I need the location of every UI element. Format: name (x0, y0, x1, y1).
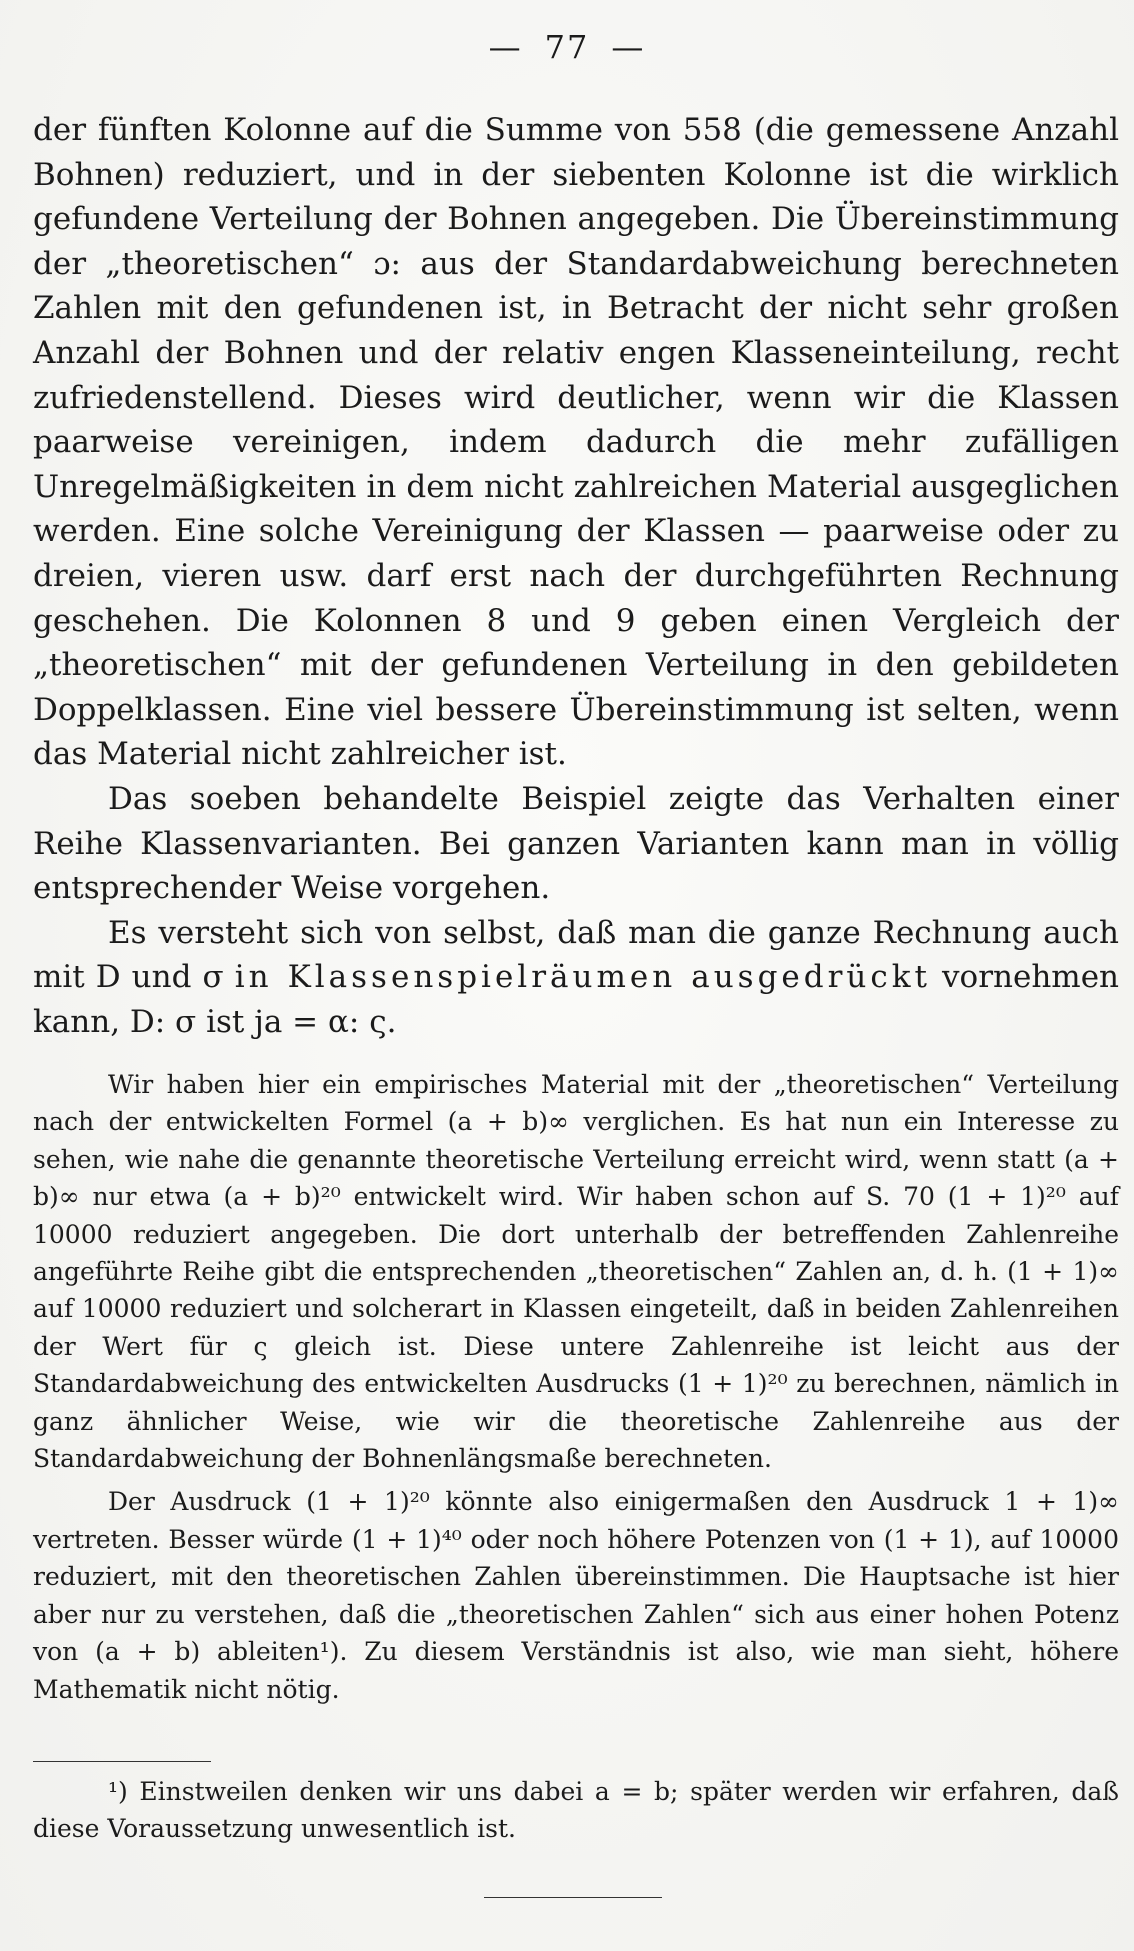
page-number-value: 77 (544, 28, 590, 66)
small-paragraph-2: Der Ausdruck (1 + 1)²⁰ könnte also einigermaßen den Ausdruck 1 + 1)∞ vertreten. Besser würde (1 + 1)⁴⁰ oder noch höhere Potenzen von (1 + 1), auf 10000 reduziert, mit den theoretischen Zahlen übereinstimmen. Die Hauptsache ist hier aber nur zu verstehen, daß die „theoretischen Zahlen“ sich aus einer hohen Potenz von (a + b) ableiten¹). Zu diesem Verständnis ist also, wie man sieht, höhere Mathematik nicht nötig. (33, 1487, 1119, 1704)
main-paragraph-3-spaced-emphasis: in Klassenspielräumen ausgedrückt (234, 959, 931, 996)
page-number-dash-right: — (611, 28, 646, 66)
footnote-text: ¹) Einstweilen denken wir uns dabei a = b; später werden wir erfahren, daß diese Voraussetzung unwesentlich ist. (33, 1777, 1119, 1844)
page-number (0, 28, 1134, 66)
main-paragraph-2: Das soeben behandelte Beispiel zeigte das Verhalten einer Reihe Klassenvarianten. Bei ganzen Varianten kann man in völlig entsprechender Weise vorgehen. (33, 780, 1119, 907)
footnote (33, 1773, 1119, 1848)
footnote-separator (33, 1761, 211, 1762)
small-print-section (33, 1066, 1119, 1708)
main-body-text (33, 108, 1119, 1044)
main-paragraph-3-end: vornehmen kann, D: σ ist ja = α: ς. (33, 959, 1120, 1040)
main-paragraph-3 (33, 911, 1119, 1045)
page-number-dash-left: — (488, 28, 523, 66)
end-of-page-rule (484, 1897, 662, 1898)
main-paragraph-3-start: Es versteht sich von selbst, daß man die ganze Rechnung auch mit D und σ (33, 914, 1119, 996)
small-paragraph-1: Wir haben hier ein empirisches Material mit der „theoretischen“ Verteilung nach der entwickelten Formel (a + b)∞ verglichen. Es hat nun ein Interesse zu sehen, wie nahe die genannte theoretische Verteilung erreicht wird, wenn statt (a + b)∞ nur etwa (a + b)²⁰ entwickelt wird. Wir haben schon auf S. 70 (1 + 1)²⁰ auf 10000 reduziert angegeben. Die dort unterhalb der betreffenden Zahlenreihe angeführte Reihe gibt die entsprechenden „theoretischen“ Zahlen an, d. h. (1 + 1)∞ auf 10000 reduziert und solcherart in Klassen eingeteilt, daß in beiden Zahlenreihen der Wert für ς gleich ist. Diese untere Zahlenreihe ist leicht aus der Standardabweichung des entwickelten Ausdrucks (1 + 1)²⁰ zu berechnen, nämlich in ganz ähnlicher Weise, wie wir die theoretische Zahlenreihe aus der Standardabweichung der Bohnenlängsmaße berechneten. (33, 1070, 1119, 1474)
main-paragraph-1: der fünften Kolonne auf die Summe von 558 (die gemessene Anzahl Bohnen) reduziert, und in der siebenten Kolonne ist die wirklich gefundene Verteilung der Bohnen angegeben. Die Übereinstimmung der „theoretischen“ ɔ: aus der Standardabweichung berechneten Zahlen mit den gefundenen ist, in Betracht der nicht sehr großen Anzahl der Bohnen und der relativ engen Klasseneinteilung, recht zufriedenstellend. Dieses wird deutlicher, wenn wir die Klassen paarweise vereinigen, indem dadurch die mehr zufälligen Unregelmäßigkeiten in dem nicht zahlreichen Material ausgeglichen werden. Eine solche Vereinigung der Klassen — paarweise oder zu dreien, vieren usw. darf erst nach der durchgeführten Rechnung geschehen. Die Kolonnen 8 und 9 geben einen Vergleich der „theoretischen“ mit der gefundenen Verteilung in den gebildeten Doppelklassen. Eine viel bessere Übereinstimmung ist selten, wenn das Material nicht zahlreicher ist. (33, 112, 1119, 773)
